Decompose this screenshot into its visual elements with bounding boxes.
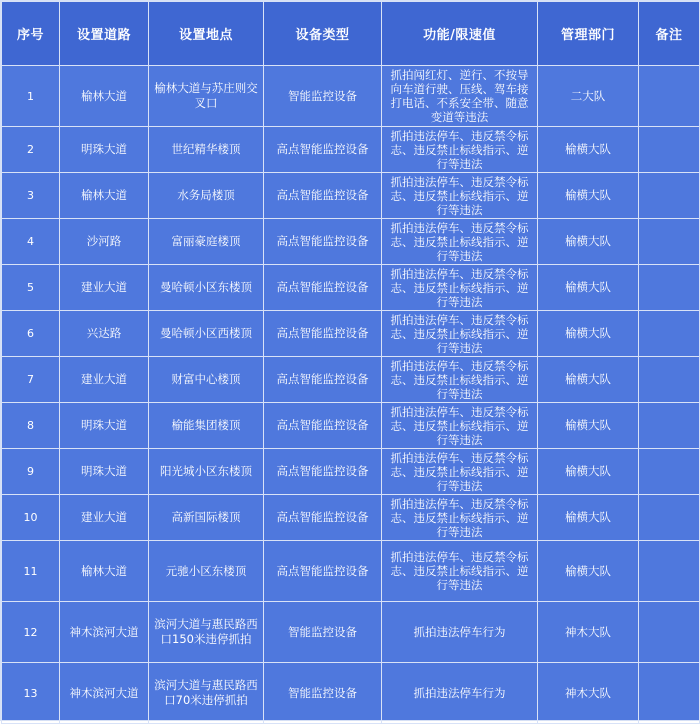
cell-device-type: 智能监控设备	[264, 663, 382, 724]
cell-index: 13	[2, 663, 60, 724]
cell-road: 榆林大道	[60, 66, 149, 127]
cell-location: 水务局楼顶	[149, 173, 264, 219]
cell-road: 神木滨河大道	[60, 602, 149, 663]
cell-index: 9	[2, 449, 60, 495]
cell-function: 抓拍违法停车、违反禁令标志、违反禁止标线指示、逆行等违法	[382, 403, 538, 449]
cell-location: 阳光城小区东楼顶	[149, 449, 264, 495]
table-row	[2, 449, 700, 495]
cell-function: 抓拍违法停车、违反禁令标志、违反禁止标线指示、逆行等违法	[382, 311, 538, 357]
cell-function: 抓拍闯红灯、逆行、不按导向车道行驶、压线、驾车接打电话、不系安全带、随意变道等违法	[382, 66, 538, 127]
cell-department: 榆横大队	[538, 173, 639, 219]
cell-index: 12	[2, 602, 60, 663]
table-row	[2, 495, 700, 541]
cell-location: 榆能集团楼顶	[149, 403, 264, 449]
cell-index: 10	[2, 495, 60, 541]
header-cell-note: 备注	[639, 2, 700, 66]
cell-device-type: 高点智能监控设备	[264, 403, 382, 449]
cell-department: 神木大队	[538, 663, 639, 724]
cell-note	[639, 541, 700, 602]
table-row	[2, 173, 700, 219]
cell-note	[639, 663, 700, 724]
cell-location: 滨河大道与惠民路西口70米违停抓拍	[149, 663, 264, 724]
table-row	[2, 403, 700, 449]
header-row	[2, 2, 700, 66]
cell-index: 2	[2, 127, 60, 173]
cell-road: 神木滨河大道	[60, 663, 149, 724]
cell-note	[639, 403, 700, 449]
cell-index: 5	[2, 265, 60, 311]
cell-road: 兴达路	[60, 311, 149, 357]
cell-function: 抓拍违法停车、违反禁令标志、违反禁止标线指示、逆行等违法	[382, 219, 538, 265]
header-cell-function: 功能/限速值	[382, 2, 538, 66]
cell-road: 建业大道	[60, 357, 149, 403]
header-cell-location: 设置地点	[149, 2, 264, 66]
table-row	[2, 127, 700, 173]
cell-road: 明珠大道	[60, 127, 149, 173]
cell-function: 抓拍违法停车、违反禁令标志、违反禁止标线指示、逆行等违法	[382, 541, 538, 602]
table-body	[2, 66, 700, 724]
cell-department: 神木大队	[538, 602, 639, 663]
cell-department: 榆横大队	[538, 265, 639, 311]
table-row	[2, 663, 700, 724]
cell-note	[639, 219, 700, 265]
cell-department: 榆横大队	[538, 311, 639, 357]
cell-department: 榆横大队	[538, 495, 639, 541]
cell-note	[639, 357, 700, 403]
cell-index: 3	[2, 173, 60, 219]
cell-location: 滨河大道与惠民路西口150米违停抓拍	[149, 602, 264, 663]
cell-department: 榆横大队	[538, 541, 639, 602]
cell-device-type: 高点智能监控设备	[264, 173, 382, 219]
cell-note	[639, 173, 700, 219]
header-cell-road: 设置道路	[60, 2, 149, 66]
cell-department: 榆横大队	[538, 357, 639, 403]
cell-road: 榆林大道	[60, 173, 149, 219]
cell-function: 抓拍违法停车、违反禁令标志、违反禁止标线指示、逆行等违法	[382, 495, 538, 541]
cell-location: 财富中心楼顶	[149, 357, 264, 403]
cell-device-type: 高点智能监控设备	[264, 265, 382, 311]
cell-location: 世纪精华楼顶	[149, 127, 264, 173]
table-row	[2, 311, 700, 357]
cell-device-type: 高点智能监控设备	[264, 541, 382, 602]
cell-index: 11	[2, 541, 60, 602]
cell-function: 抓拍违法停车行为	[382, 663, 538, 724]
cell-device-type: 高点智能监控设备	[264, 127, 382, 173]
cell-note	[639, 66, 700, 127]
cell-note	[639, 265, 700, 311]
cell-index: 7	[2, 357, 60, 403]
cell-device-type: 高点智能监控设备	[264, 449, 382, 495]
cell-location: 元驰小区东楼顶	[149, 541, 264, 602]
cell-road: 明珠大道	[60, 449, 149, 495]
cell-index: 8	[2, 403, 60, 449]
header-cell-department: 管理部门	[538, 2, 639, 66]
table-row	[2, 602, 700, 663]
header-cell-index: 序号	[2, 2, 60, 66]
cell-device-type: 高点智能监控设备	[264, 357, 382, 403]
cell-device-type: 高点智能监控设备	[264, 495, 382, 541]
cell-location: 高新国际楼顶	[149, 495, 264, 541]
cell-location: 曼哈顿小区西楼顶	[149, 311, 264, 357]
table-row	[2, 265, 700, 311]
cell-device-type: 高点智能监控设备	[264, 219, 382, 265]
cell-road: 沙河路	[60, 219, 149, 265]
cell-note	[639, 311, 700, 357]
cell-device-type: 智能监控设备	[264, 66, 382, 127]
cell-location: 富丽豪庭楼顶	[149, 219, 264, 265]
cell-note	[639, 127, 700, 173]
table-row	[2, 66, 700, 127]
cell-function: 抓拍违法停车、违反禁令标志、违反禁止标线指示、逆行等违法	[382, 357, 538, 403]
cell-road: 明珠大道	[60, 403, 149, 449]
cell-location: 榆林大道与苏庄则交叉口	[149, 66, 264, 127]
cell-road: 建业大道	[60, 265, 149, 311]
cell-function: 抓拍违法停车、违反禁令标志、违反禁止标线指示、逆行等违法	[382, 173, 538, 219]
cell-department: 二大队	[538, 66, 639, 127]
cell-index: 4	[2, 219, 60, 265]
table-row	[2, 357, 700, 403]
camera-list-table	[1, 1, 700, 724]
cell-index: 1	[2, 66, 60, 127]
cell-road: 榆林大道	[60, 541, 149, 602]
cell-function: 抓拍违法停车、违反禁令标志、违反禁止标线指示、逆行等违法	[382, 265, 538, 311]
table-row	[2, 541, 700, 602]
cell-department: 榆横大队	[538, 127, 639, 173]
cell-department: 榆横大队	[538, 449, 639, 495]
cell-index: 6	[2, 311, 60, 357]
cell-road: 建业大道	[60, 495, 149, 541]
cell-function: 抓拍违法停车、违反禁令标志、违反禁止标线指示、逆行等违法	[382, 127, 538, 173]
cell-location: 曼哈顿小区东楼顶	[149, 265, 264, 311]
cell-department: 榆横大队	[538, 219, 639, 265]
cell-department: 榆横大队	[538, 403, 639, 449]
table-row	[2, 219, 700, 265]
cell-device-type: 智能监控设备	[264, 602, 382, 663]
header-cell-device-type: 设备类型	[264, 2, 382, 66]
cell-function: 抓拍违法停车行为	[382, 602, 538, 663]
cell-note	[639, 449, 700, 495]
cell-note	[639, 602, 700, 663]
cell-function: 抓拍违法停车、违反禁令标志、违反禁止标线指示、逆行等违法	[382, 449, 538, 495]
cell-device-type: 高点智能监控设备	[264, 311, 382, 357]
cell-note	[639, 495, 700, 541]
